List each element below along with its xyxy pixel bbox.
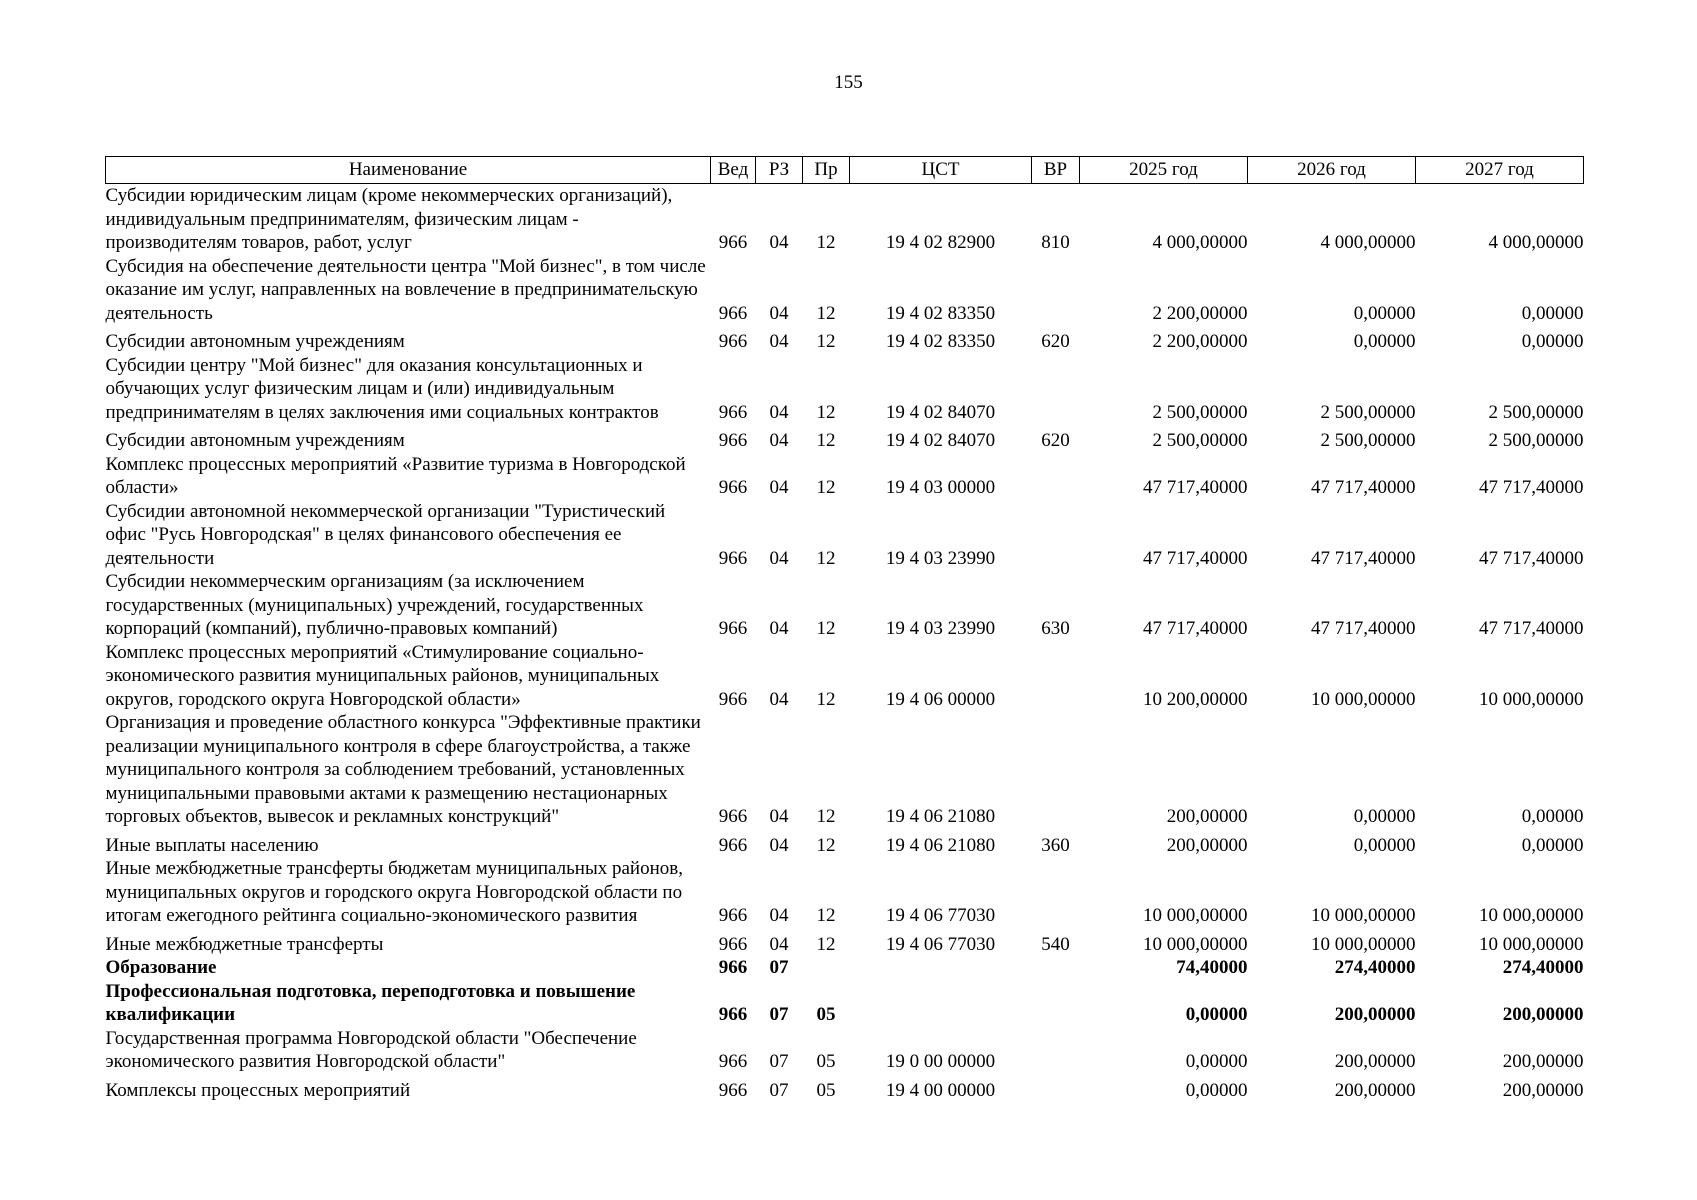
cell-rz: 04: [769, 688, 789, 710]
cell-2027: 4 000,00000: [1488, 232, 1584, 253]
cell-name: Комплекс процессных мероприятий «Стимулирование социально-экономического развития муниципальных районов, муниципальных округов, городского округа Новгородской области»: [105, 641, 660, 710]
cell-cst: 19 4 06 21080: [885, 834, 996, 856]
cell-cst: 19 0 00 00000: [885, 1051, 996, 1072]
cell-pr: 12: [816, 232, 836, 253]
cell-cst: [850, 956, 1032, 980]
cell-2027: 10 000,00000: [1479, 688, 1584, 710]
cell-pr: 12: [816, 806, 836, 827]
table-row: [106, 500, 1584, 571]
cell-2026: 4 000,00000: [1320, 232, 1416, 253]
cell-vr: [1032, 711, 1080, 829]
cell-name: Субсидии центру "Мой бизнес" для оказания консультационных и обучающих услуг физическим лицам и (или) индивидуальным предпринимателям в целях заключения ими социальных контрактов: [105, 354, 659, 423]
cell-cst: 19 4 03 00000: [885, 477, 996, 498]
cell-rz: 04: [769, 834, 789, 856]
cell-pr: 12: [816, 547, 836, 569]
cell-2025: 200,00000: [1166, 834, 1248, 856]
cell-2025: 200,00000: [1166, 806, 1248, 827]
cell-2027: 47 717,40000: [1479, 477, 1584, 498]
table-row: [106, 928, 1584, 957]
cell-2026: 10 000,00000: [1311, 933, 1416, 955]
cell-rz: 04: [769, 232, 789, 253]
cell-2025: 10 200,00000: [1143, 688, 1248, 710]
cell-2027: 0,00000: [1521, 302, 1584, 324]
cell-2027: 200,00000: [1502, 1004, 1584, 1025]
cell-name: Государственная программа Новгородской области "Обеспечение экономического развития Новгородской области": [105, 1027, 637, 1072]
cell-pr: 12: [816, 834, 836, 856]
cell-rz: 04: [769, 331, 789, 352]
cell-ved: 966: [718, 331, 748, 352]
cell-ved: 966: [718, 1051, 748, 1072]
cell-ved: 966: [718, 688, 748, 710]
cell-2027: 10 000,00000: [1479, 933, 1584, 955]
cell-2025: 2 200,00000: [1152, 302, 1248, 324]
cell-2025: 2 500,00000: [1152, 401, 1248, 423]
table-row: [106, 641, 1584, 712]
cell-2025: 0,00000: [1185, 1051, 1248, 1072]
header-row: [106, 157, 1584, 184]
cell-2027: 0,00000: [1521, 331, 1584, 352]
cell-cst: 19 4 06 00000: [885, 688, 996, 710]
cell-vr: 630: [1041, 618, 1070, 639]
cell-name: Субсидии автономной некоммерческой организации "Туристический офис "Русь Новгородская" в целях финансового обеспечения ее деятельности: [105, 500, 666, 569]
cell-2025: 10 000,00000: [1143, 905, 1248, 926]
header-vr: ВР: [1032, 157, 1080, 184]
cell-pr: 05: [816, 1051, 836, 1072]
header-rz: РЗ: [756, 157, 803, 184]
cell-ved: 966: [718, 618, 748, 639]
cell-name: Комплекс процессных мероприятий «Развитие туризма в Новгородской области»: [105, 453, 686, 498]
cell-vr: 540: [1041, 933, 1070, 955]
cell-pr: 12: [816, 331, 836, 352]
cell-2026: 0,00000: [1353, 302, 1416, 324]
table-body: [106, 184, 1584, 1103]
cell-vr: [1032, 1074, 1080, 1103]
cell-ved: 966: [718, 232, 748, 253]
cell-pr: 12: [816, 618, 836, 639]
table-row: [106, 1027, 1584, 1074]
cell-2027: 274,40000: [1502, 957, 1584, 978]
table-row: [106, 980, 1584, 1027]
cell-vr: 620: [1041, 430, 1070, 451]
cell-cst: 19 4 00 00000: [885, 1079, 996, 1101]
cell-vr: [1032, 857, 1080, 928]
cell-name: Субсидии юридическим лицам (кроме некоммерческих организаций), индивидуальным предпринимателям, физическим лицам - производителям товаров, работ, услуг: [105, 185, 673, 253]
cell-2027: 47 717,40000: [1479, 618, 1584, 639]
cell-rz: 04: [769, 933, 789, 955]
header-pr: Пр: [803, 157, 850, 184]
cell-vr: [1032, 956, 1080, 980]
cell-rz: 04: [769, 401, 789, 423]
cell-2026: 0,00000: [1353, 834, 1416, 856]
cell-2026: 200,00000: [1334, 1004, 1416, 1025]
table-row: [106, 956, 1584, 980]
cell-pr: 05: [816, 1004, 836, 1025]
cell-cst: 19 4 02 84070: [885, 430, 996, 451]
cell-ved: 966: [718, 933, 748, 955]
header-2027: 2027 год: [1416, 157, 1584, 184]
cell-pr: 12: [816, 401, 836, 423]
cell-2027: 10 000,00000: [1479, 905, 1584, 926]
cell-ved: 966: [718, 401, 748, 423]
cell-2025: 4 000,00000: [1152, 232, 1248, 253]
cell-cst: [850, 980, 1032, 1027]
cell-cst: 19 4 02 83350: [885, 302, 996, 324]
cell-name: Иные выплаты населению: [105, 834, 319, 856]
page-number: 155: [834, 72, 863, 93]
cell-vr: [1032, 980, 1080, 1027]
cell-2026: 2 500,00000: [1320, 401, 1416, 423]
cell-pr: 12: [816, 430, 836, 451]
cell-vr: [1032, 641, 1080, 712]
cell-rz: 07: [769, 1079, 789, 1101]
cell-rz: 07: [769, 1004, 789, 1025]
cell-2025: 47 717,40000: [1143, 618, 1248, 639]
cell-rz: 04: [769, 806, 789, 827]
cell-vr: [1032, 1027, 1080, 1074]
cell-rz: 04: [769, 430, 789, 451]
table-row: [106, 325, 1584, 354]
cell-name: Образование: [105, 957, 217, 978]
cell-pr: 12: [816, 933, 836, 955]
cell-ved: 966: [718, 477, 748, 498]
table-row: [106, 1074, 1584, 1103]
cell-name: Профессиональная подготовка, переподготовка и повышение квалификации: [105, 980, 636, 1025]
cell-2027: 200,00000: [1502, 1079, 1584, 1101]
cell-2025: 0,00000: [1185, 1004, 1248, 1025]
cell-2025: 47 717,40000: [1143, 477, 1248, 498]
header-ved: Вед: [711, 157, 756, 184]
cell-pr: 12: [816, 302, 836, 324]
cell-rz: 04: [769, 477, 789, 498]
cell-2025: 0,00000: [1185, 1079, 1248, 1101]
header-2026: 2026 год: [1248, 157, 1416, 184]
cell-2026: 10 000,00000: [1311, 688, 1416, 710]
cell-rz: 04: [769, 905, 789, 926]
cell-cst: 19 4 02 83350: [885, 331, 996, 352]
cell-2026: 0,00000: [1353, 331, 1416, 352]
cell-vr: [1032, 453, 1080, 500]
cell-ved: 966: [718, 430, 748, 451]
cell-ved: 966: [718, 302, 748, 324]
cell-2026: 200,00000: [1334, 1051, 1416, 1072]
cell-2025: 2 200,00000: [1152, 331, 1248, 352]
cell-pr: 05: [816, 1079, 836, 1101]
cell-ved: 966: [718, 1004, 748, 1025]
table-row: [106, 829, 1584, 858]
cell-ved: 966: [718, 547, 748, 569]
cell-cst: 19 4 06 77030: [885, 933, 996, 955]
cell-2026: 200,00000: [1334, 1079, 1416, 1101]
cell-name: Субсидии автономным учреждениям: [105, 430, 405, 451]
cell-2027: 2 500,00000: [1488, 430, 1584, 451]
cell-pr: 12: [816, 688, 836, 710]
cell-name: Субсидия на обеспечение деятельности центра "Мой бизнес", в том числе оказание им услуг, направленных на вовлечение в предпринимательскую деятельность: [105, 255, 706, 324]
cell-cst: 19 4 03 23990: [885, 547, 996, 569]
cell-rz: 07: [769, 957, 789, 978]
cell-pr: [803, 956, 850, 980]
header-2025: 2025 год: [1080, 157, 1248, 184]
table-row: [106, 184, 1584, 255]
cell-2027: 0,00000: [1521, 834, 1584, 856]
table-row: [106, 453, 1584, 500]
cell-2026: 274,40000: [1334, 957, 1416, 978]
cell-2027: 200,00000: [1502, 1051, 1584, 1072]
cell-rz: 04: [769, 618, 789, 639]
cell-ved: 966: [718, 806, 748, 827]
cell-2026: 10 000,00000: [1311, 905, 1416, 926]
cell-2027: 2 500,00000: [1488, 401, 1584, 423]
table-row: [106, 711, 1584, 829]
cell-cst: 19 4 03 23990: [885, 618, 996, 639]
cell-2026: 47 717,40000: [1311, 477, 1416, 498]
budget-table: [105, 156, 1584, 1102]
cell-2025: 2 500,00000: [1152, 430, 1248, 451]
cell-name: Организация и проведение областного конкурса "Эффективные практики реализации муниципального контроля в сфере благоустройства, а также муниципального контроля за соблюдением требований, установленных муниципальными правовыми актами к размещению нестационарных торговых объектов, вывесок и рекламных конструкций": [105, 712, 701, 827]
cell-vr: [1032, 500, 1080, 571]
cell-2027: 47 717,40000: [1479, 547, 1584, 569]
cell-rz: 04: [769, 547, 789, 569]
cell-2025: 10 000,00000: [1143, 933, 1248, 955]
cell-vr: [1032, 255, 1080, 326]
cell-ved: 966: [718, 957, 748, 978]
table-row: [106, 857, 1584, 928]
cell-name: Иные межбюджетные трансферты: [105, 933, 384, 955]
cell-vr: 810: [1041, 232, 1070, 253]
cell-name: Субсидии некоммерческим организациям (за исключением государственных (муниципальных) учреждений, государственных корпораций (компаний), публично-правовых компаний): [105, 571, 644, 639]
cell-rz: 04: [769, 302, 789, 324]
cell-2025: 47 717,40000: [1143, 547, 1248, 569]
header-cst: ЦСТ: [850, 157, 1032, 184]
cell-2027: 0,00000: [1521, 806, 1584, 827]
cell-2026: 2 500,00000: [1320, 430, 1416, 451]
table-row: [106, 255, 1584, 326]
cell-ved: 966: [718, 1079, 748, 1101]
cell-name: Иные межбюджетные трансферты бюджетам муниципальных районов, муниципальных округов и городского округа Новгородской области по итогам ежегодного рейтинга социально-экономического развития: [105, 858, 683, 926]
cell-cst: 19 4 02 84070: [885, 401, 996, 423]
header-name: Наименование: [106, 157, 711, 184]
cell-rz: 07: [769, 1051, 789, 1072]
cell-pr: 12: [816, 477, 836, 498]
cell-vr: 620: [1041, 331, 1070, 352]
cell-ved: 966: [718, 834, 748, 856]
cell-2026: 47 717,40000: [1311, 618, 1416, 639]
cell-vr: [1032, 354, 1080, 425]
table-row: [106, 424, 1584, 453]
cell-cst: 19 4 02 82900: [885, 232, 996, 253]
cell-vr: 360: [1041, 834, 1070, 856]
cell-2025: 74,40000: [1176, 957, 1248, 978]
cell-2026: 0,00000: [1353, 806, 1416, 827]
cell-ved: 966: [718, 905, 748, 926]
cell-name: Комплексы процессных мероприятий: [105, 1079, 411, 1101]
table-row: [106, 354, 1584, 425]
cell-2026: 47 717,40000: [1311, 547, 1416, 569]
cell-name: Субсидии автономным учреждениям: [105, 331, 405, 352]
cell-cst: 19 4 06 77030: [885, 905, 996, 926]
cell-pr: 12: [816, 905, 836, 926]
table-row: [106, 570, 1584, 641]
cell-cst: 19 4 06 21080: [885, 806, 996, 827]
